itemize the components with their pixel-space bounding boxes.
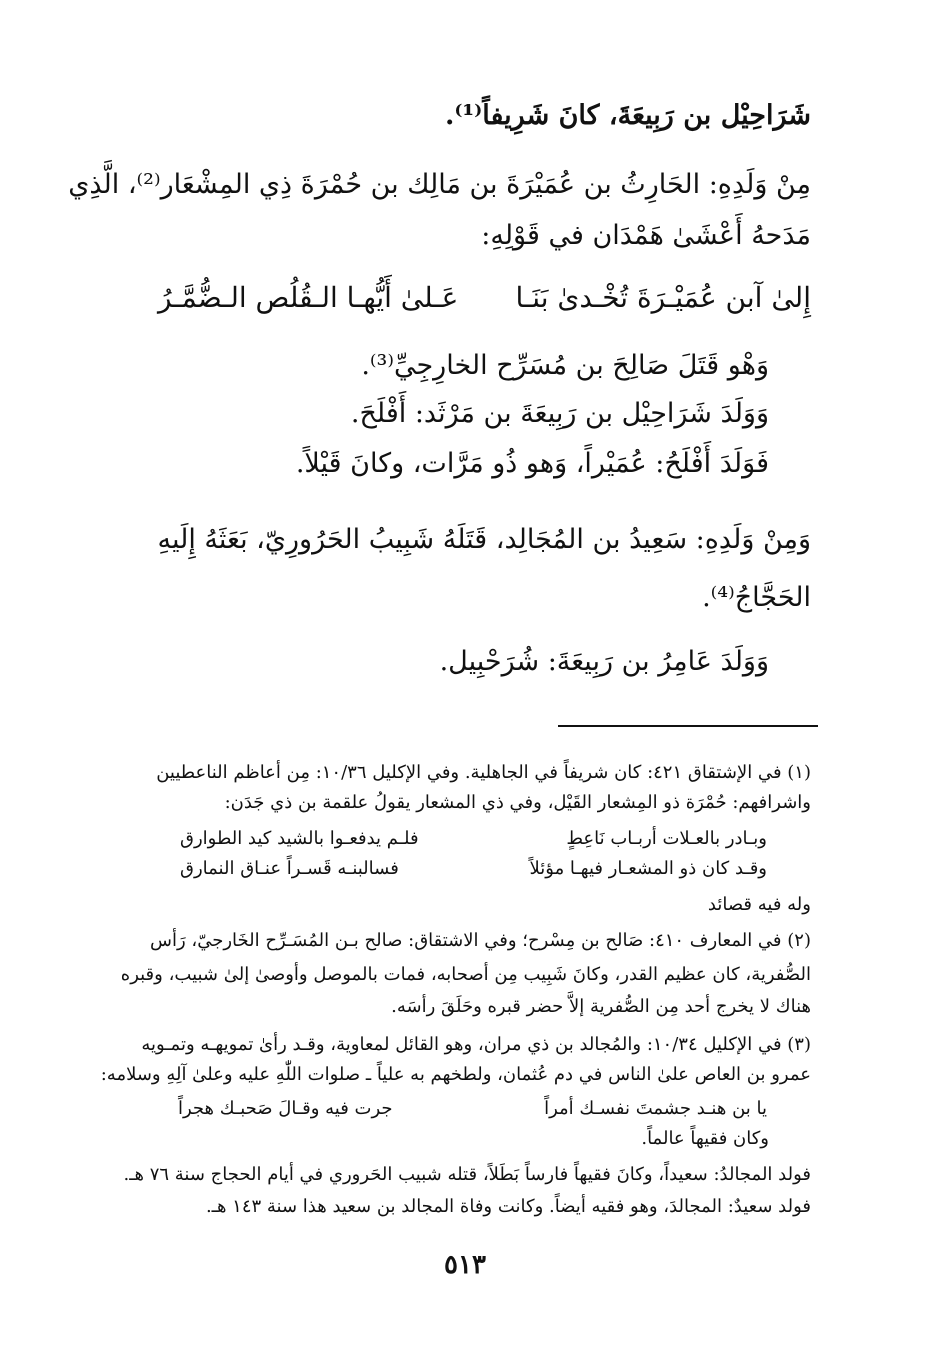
footnote-3-line: (٣) في الإكليل ١٠/٣٤: والمُجالد بن ذي مران، وهو القائل لمعاوية، وقـد رأىٰ تمويهـه وتمـويه — [141, 1034, 811, 1055]
footnote-1-line: وله فيه قصائد — [707, 894, 811, 915]
footnote-separator — [558, 725, 818, 727]
footnote-1-verse-left: فسالبنـه قَسـراً عنـاق النمارق — [180, 858, 399, 879]
main-paragraph-line: الحَجَّاجُ⁽⁴⁾. — [702, 582, 811, 613]
main-paragraph-line: مِنْ وَلَدِهِ: الحَارِثُ بن عُمَيْرَةَ بن مَالِك بن حُمْرَةَ ذِي المِشْعَار⁽²⁾، الَّذِي — [68, 169, 811, 200]
footnote-3-verse-left: جرت فيه وقـالَ صَحبـك هجراً — [178, 1098, 393, 1119]
footnote-3-verse-right: يا بن هنـد جشمتَ نفسـك أمراً — [544, 1098, 767, 1119]
main-paragraph-line: وَمِنْ وَلَدِهِ: سَعِيدُ بن المُجَالِد، قَتَلَهُ شَبِيبُ الحَرُورِيّ، بَعَثَهُ إِلَيهِ — [157, 524, 811, 555]
footnote-1-line: (١) في الإشتقاق ٤٢١: كان شريفاً في الجاهلية. وفي الإكليل ١٠/٣٦: مِن أعاظم الناعطيين — [156, 762, 811, 783]
footnote-3-line: عمرو بن العاص علىٰ الناس في دم عُثمان، ولطخهم به علياً ـ صلوات اللّٰهِ عليه وعلىٰ آلِهِ وسلامه: — [100, 1064, 811, 1085]
footnote-2-line: الصُّفرية، كان عظيم القدر، وكانَ شَبِيب مِن أصحابه، فمات بالموصل وأوصىٰ إلىٰ شبيب، وقبره — [120, 964, 811, 985]
verse-hemistich-left: عَـلىٰ أَيُّهـا الـقُلُص الـضُّمَّـرُ — [158, 281, 459, 314]
footnote-1-verse-right: وقـد كان ذو المشعـار فيهـا مؤئلاً — [529, 858, 767, 879]
footnote-1-verse-right: وبـادر بالعـلات أربـاب نَاعِطٍ — [566, 828, 767, 849]
main-line-walada: وَوَلَدَ شَرَاحِيْل بن رَبِيعَةَ بن مَرْثَد: أَفْلَحَ. — [350, 398, 769, 429]
main-line-wahuwa: وَهْو قَتَلَ صَالِحَ بن مُسَرِّح الخارِجِيِّ⁽³⁾. — [361, 350, 769, 381]
footnote-2-line: هناك لا يخرج أحد مِن الصُّفرية إلاَّ حضر قبره وحَلَقَ رأسَه. — [391, 996, 811, 1017]
footnote-3-line: فولد المجالدُ: سعيداً، وكانَ فقيهاً فارساً بَطَلاً، قتله شبيب الحَروري في أيام الحجاج سنة ٧٦ هـ. — [123, 1164, 811, 1185]
main-paragraph-line: مَدَحهُ أَعْشَىٰ هَمْدَان في قَوْلِهِ: — [481, 220, 811, 251]
main-line-sharahil: شَرَاحِيْل بن رَبِيعَةَ، كانَ شَرِيفاً⁽¹⁾. — [444, 100, 811, 131]
verse-hemistich-right: إِلىٰ آبن عُمَيْـرَةَ تُخْـدىٰ بَنَـا — [515, 281, 811, 314]
footnote-3-line: فولد سعيدٌ: المجالدَ، وهو فقيه أيضاً. وكانت وفاة المجالد بن سعيد هذا سنة ١٤٣ هـ. — [205, 1196, 811, 1217]
main-line-last: وَوَلَدَ عَامِرُ بن رَبِيعَةَ: شُرَحْبِيل. — [439, 646, 769, 677]
page-number: ٥١٣ — [444, 1250, 486, 1280]
footnote-2-line: (٢) في المعارف ٤١٠: صَالح بن مِسْرح؛ وفي الاشتقاق: صالح بـن المُسَـرِّح الخَارجيّ، رَأس — [150, 930, 811, 951]
footnote-1-line: واشرافهم: حُمْرَة ذو المِشعار القَيْل، وفي ذي المشعار يقولُ علقمة بن ذي جَدَن: — [224, 792, 811, 813]
footnote-3-line: وكان فقيهاً عالماً. — [641, 1128, 769, 1149]
footnote-1-verse-left: فلـم يدفعـوا بالشيد كيد الطوارق — [180, 828, 419, 849]
main-line-walada: فَوَلَدَ أَفْلَحُ: عُمَيْراً، وَهو ذُو مَرَّات، وكانَ قَيْلاً. — [295, 448, 769, 479]
